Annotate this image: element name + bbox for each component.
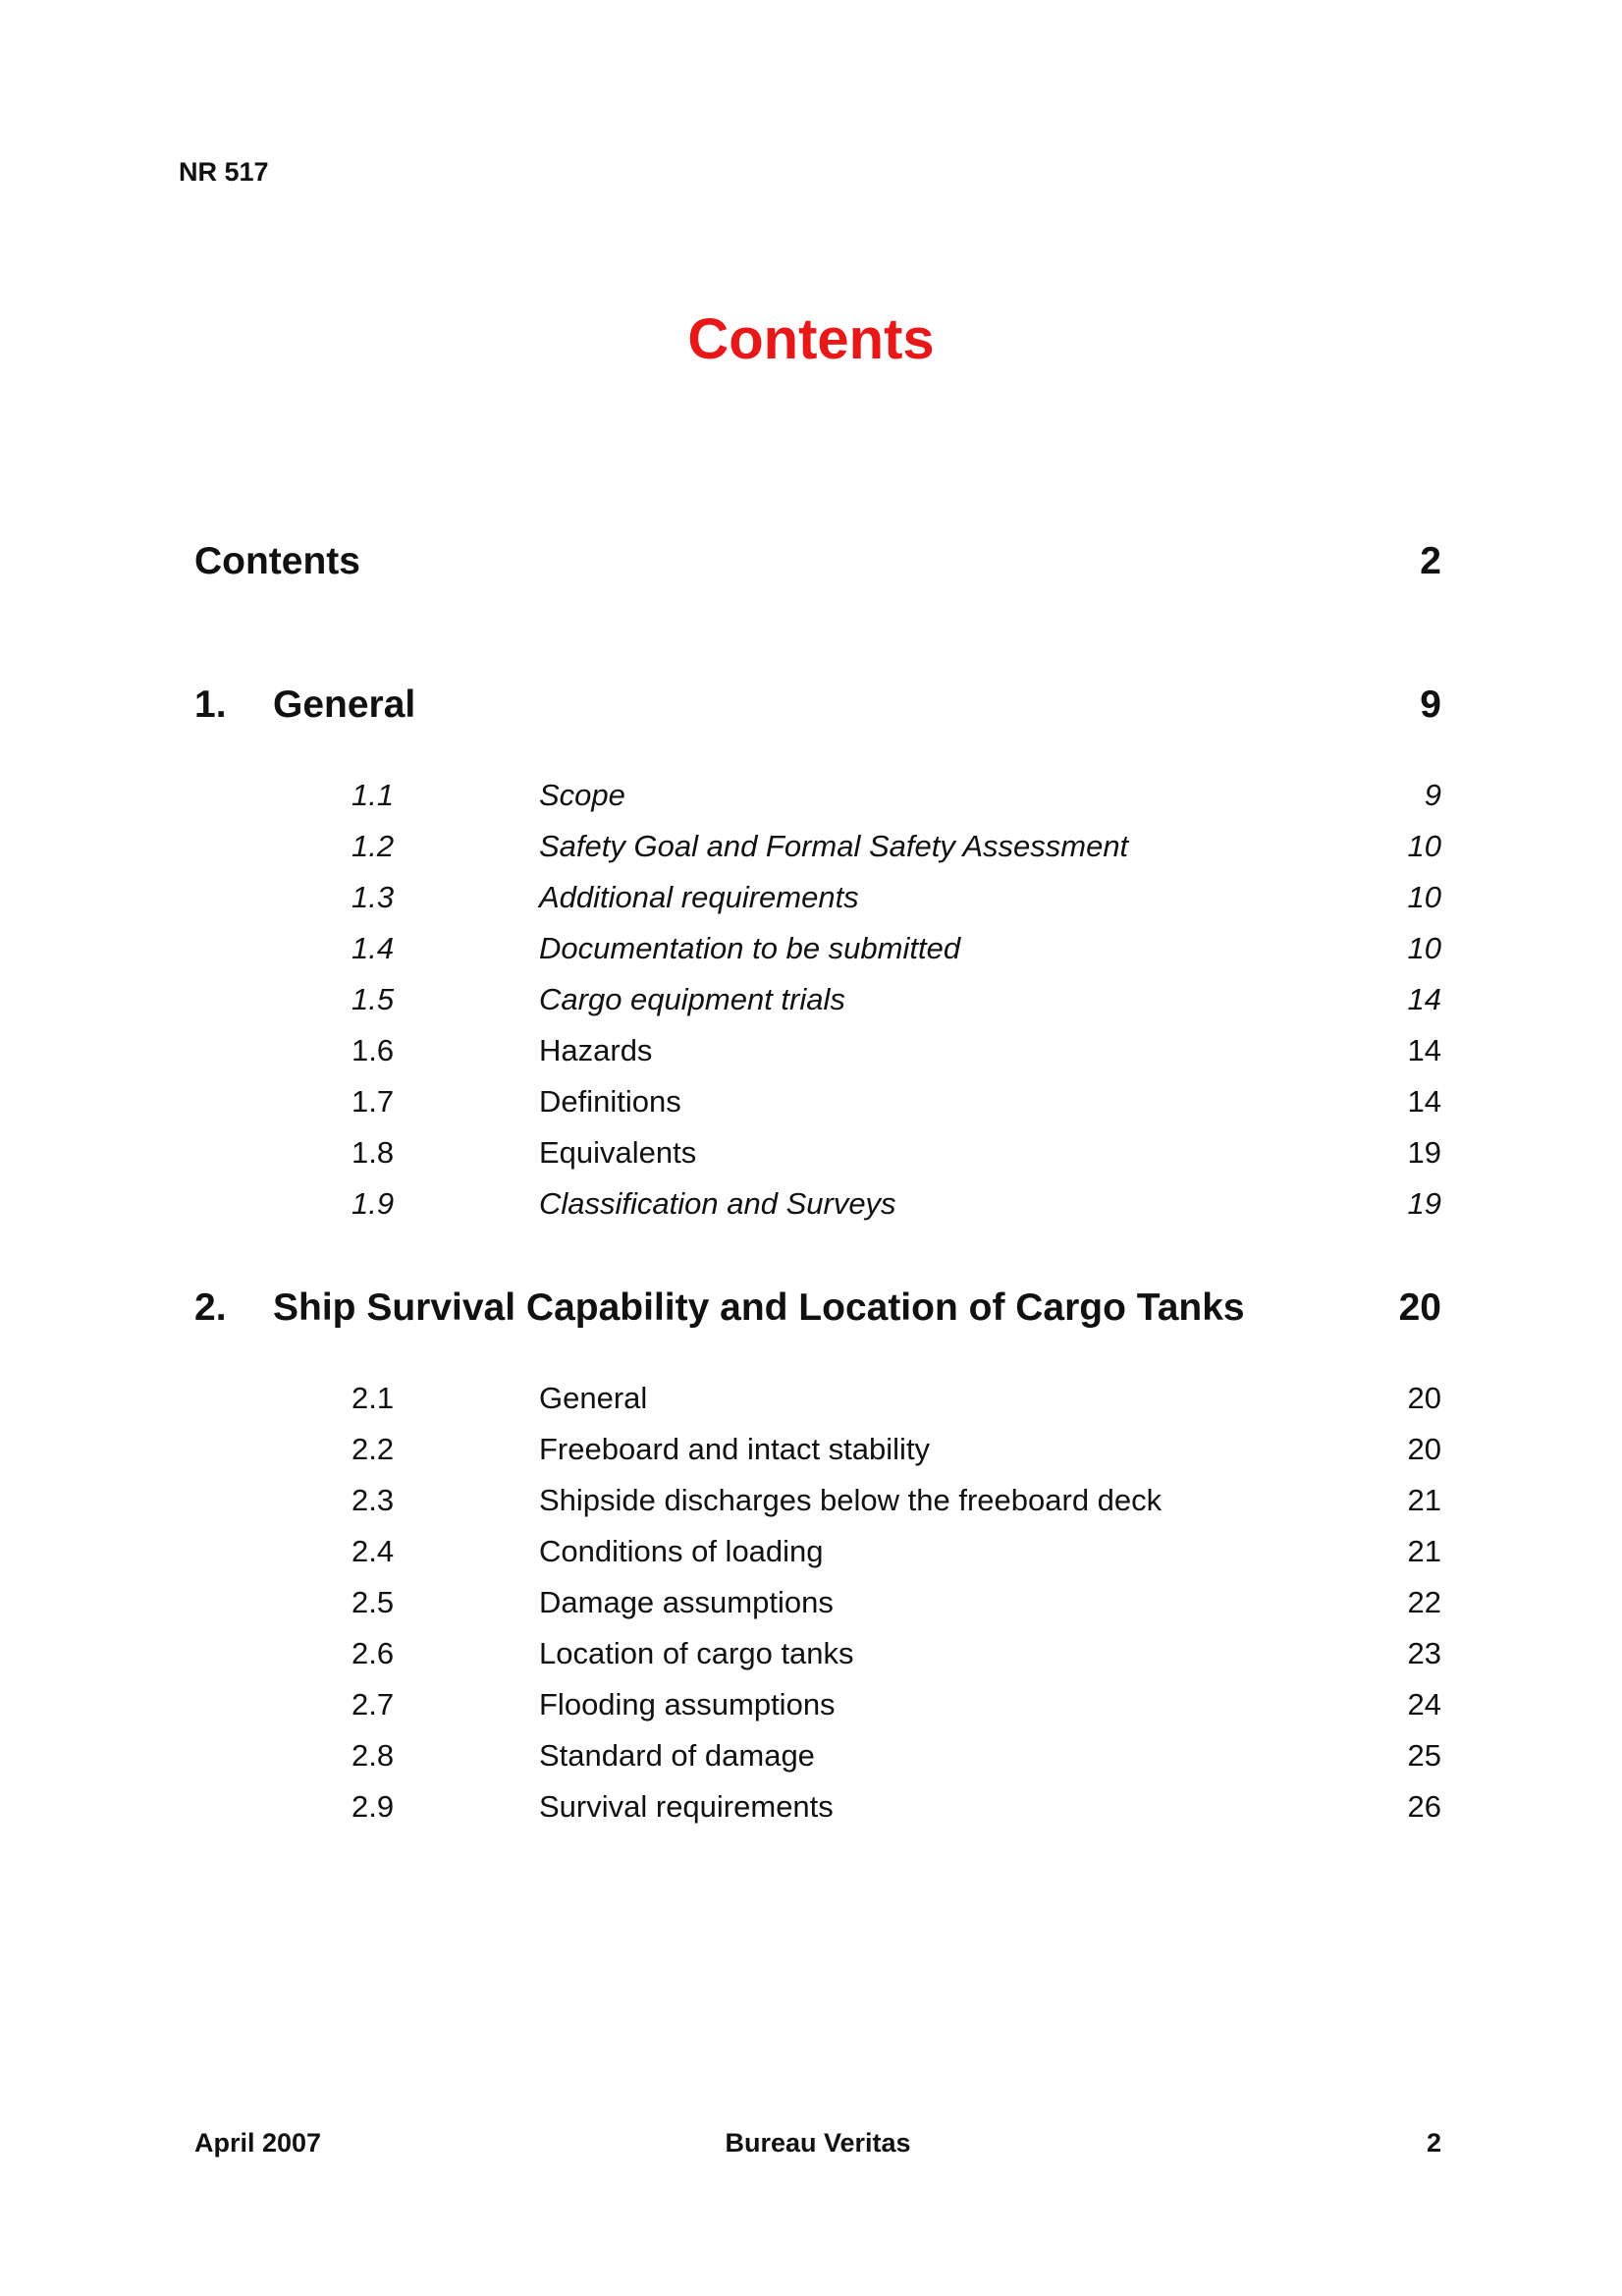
item-title: Survival requirements xyxy=(539,1789,834,1824)
item-number: 2.3 xyxy=(351,1483,395,1517)
page-title: Contents xyxy=(687,307,935,371)
item-page: 25 xyxy=(1407,1738,1441,1773)
item-page: 10 xyxy=(1407,880,1441,914)
item-title: Additional requirements xyxy=(539,880,859,914)
item-title: Conditions of loading xyxy=(539,1534,824,1568)
item-title: Safety Goal and Formal Safety Assessment xyxy=(539,829,1129,863)
item-page: 10 xyxy=(1407,829,1441,863)
item-page: 19 xyxy=(1407,1186,1441,1221)
item-page: 23 xyxy=(1407,1636,1441,1670)
item-number: 2.7 xyxy=(351,1687,395,1722)
footer-date: April 2007 xyxy=(194,2128,322,2158)
item-title: Classification and Surveys xyxy=(539,1186,896,1221)
item-number: 1.8 xyxy=(351,1135,395,1170)
item-title: Standard of damage xyxy=(539,1738,815,1773)
item-number: 1.6 xyxy=(351,1033,395,1067)
item-title: Freeboard and intact stability xyxy=(539,1432,931,1466)
item-title: Cargo equipment trials xyxy=(539,982,845,1016)
item-title: Definitions xyxy=(539,1084,681,1119)
item-page: 20 xyxy=(1407,1432,1441,1466)
item-title: Location of cargo tanks xyxy=(539,1636,854,1670)
item-title: Flooding assumptions xyxy=(539,1687,836,1722)
section-number: 2. xyxy=(194,1286,227,1329)
item-page: 14 xyxy=(1407,982,1441,1016)
section-page: 9 xyxy=(1420,683,1441,726)
item-title: Hazards xyxy=(539,1033,653,1067)
item-number: 2.5 xyxy=(351,1585,395,1619)
item-page: 9 xyxy=(1424,778,1441,812)
item-title: Scope xyxy=(539,778,625,812)
section-page: 20 xyxy=(1398,1286,1441,1329)
item-number: 2.2 xyxy=(351,1432,395,1466)
item-page: 22 xyxy=(1407,1585,1441,1619)
item-title: General xyxy=(539,1381,648,1415)
item-page: 19 xyxy=(1407,1135,1441,1170)
section-title: Ship Survival Capability and Location of Cargo Tanks xyxy=(273,1286,1245,1329)
item-number: 1.3 xyxy=(351,880,395,914)
table-of-contents xyxy=(194,0,1441,2296)
item-number: 1.4 xyxy=(351,931,395,965)
item-page: 20 xyxy=(1407,1381,1441,1415)
item-number: 2.4 xyxy=(351,1534,395,1568)
item-number: 2.1 xyxy=(351,1381,395,1415)
item-title: Damage assumptions xyxy=(539,1585,834,1619)
item-number: 1.7 xyxy=(351,1084,395,1119)
item-page: 26 xyxy=(1407,1789,1441,1824)
section-number: 1. xyxy=(194,683,227,726)
item-number: 2.9 xyxy=(351,1789,395,1824)
footer-page-number: 2 xyxy=(1426,2128,1441,2158)
footer-publisher: Bureau Veritas xyxy=(725,2128,911,2158)
item-page: 21 xyxy=(1407,1483,1441,1517)
item-number: 2.6 xyxy=(351,1636,395,1670)
item-title: Documentation to be submitted xyxy=(539,931,961,965)
document-code: NR 517 xyxy=(179,157,269,187)
item-page: 14 xyxy=(1407,1084,1441,1119)
item-title: Equivalents xyxy=(539,1135,697,1170)
toc-entry-title: Contents xyxy=(194,540,360,582)
item-page: 21 xyxy=(1407,1534,1441,1568)
item-title: Shipside discharges below the freeboard deck xyxy=(539,1483,1162,1517)
item-number: 2.8 xyxy=(351,1738,395,1773)
item-number: 1.1 xyxy=(351,778,395,812)
item-number: 1.5 xyxy=(351,982,395,1016)
item-page: 24 xyxy=(1407,1687,1441,1722)
section-title: General xyxy=(273,683,416,726)
item-page: 10 xyxy=(1407,931,1441,965)
item-number: 1.2 xyxy=(351,829,395,863)
item-number: 1.9 xyxy=(351,1186,395,1221)
toc-entry-page: 2 xyxy=(1420,540,1441,582)
item-page: 14 xyxy=(1407,1033,1441,1067)
